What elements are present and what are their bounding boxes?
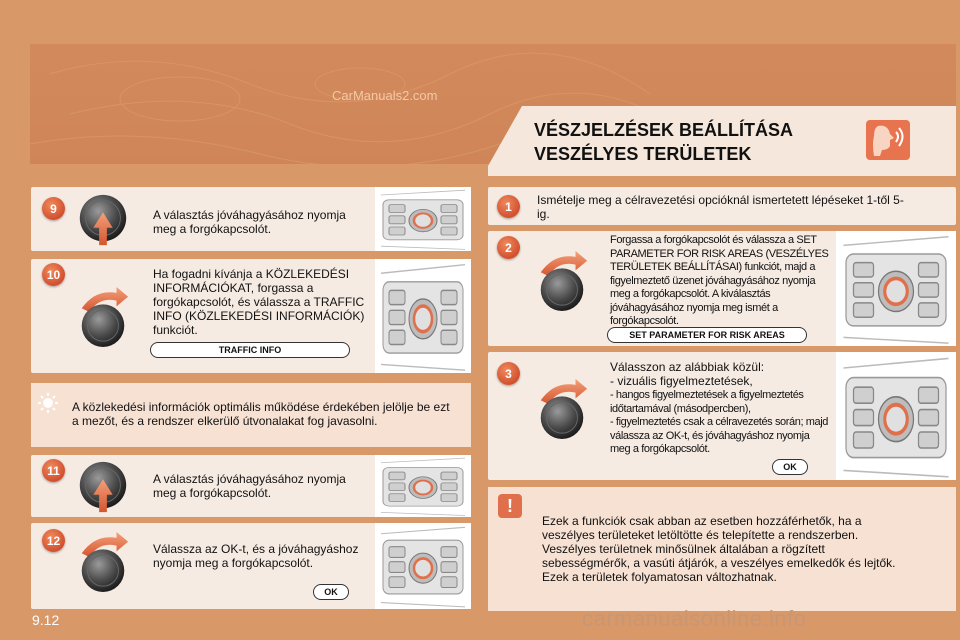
push-knob-icon — [74, 190, 132, 250]
page-subtitle: VESZÉLYES TERÜLETEK — [534, 144, 752, 164]
radio-unit-icon — [375, 187, 471, 251]
menu-option-pill: OK — [313, 584, 349, 600]
note-text: A közlekedési információk optimális működése érdekében jelölje be ezt a mezőt, és a rendszer elkerülő útvonalakat fog javasolni. — [72, 400, 450, 428]
step-text: Válassza az OK-t, és a jóváhagyáshoz nyomja meg a forgókapcsolót. — [153, 542, 359, 570]
step-text: Forgassa a forgókapcsolót és válassza a SET PARAMETER FOR RISK AREAS (VESZÉLYES TERÜLETEK BEÁLLÍTÁSAI) funkciót, majd a figyelmeztető üzenet jóváhagyásához nyomja meg a forgókapcsolót. A kiválasztás jóváhagyásához nyomja meg ismét a forgókapcsolót. — [610, 234, 829, 327]
rotate-knob-icon — [74, 527, 132, 597]
radio-unit-icon — [375, 259, 471, 373]
rotate-knob-icon — [533, 372, 591, 446]
warning-text: Ezek a funkciók csak abban az esetben hozzáférhetők, ha a veszélyes területeket letöltötte és telepítette a rendszerben. Veszélyes területnek minősülnek általában a rögzített sebességmérők, a vasúti átjárók, a veszélyes emelkedők és lejtők. Ezek a területek folyamatosan változhatnak. — [542, 514, 896, 584]
menu-option-pill: TRAFFIC INFO — [150, 342, 350, 358]
rotate-knob-icon — [533, 244, 591, 318]
page-number: 9.12 — [32, 612, 60, 628]
step-badge: 3 — [497, 362, 520, 385]
push-knob-icon — [74, 458, 132, 516]
step-text: A választás jóváhagyásához nyomja meg a forgókapcsolót. — [153, 208, 346, 236]
radio-unit-icon — [375, 455, 471, 517]
radio-unit-icon — [375, 523, 471, 609]
rotate-knob-icon — [74, 282, 132, 352]
step-bullet: - hangos figyelmeztetések a figyelmeztetés időtartamával (másodpercben), — [610, 389, 804, 415]
radio-unit-icon — [836, 231, 956, 346]
step-bullet: - figyelmeztetés csak a célravezetés során; majd válassza az OK-t, és jóváhagyáshoz nyomja meg a forgókapcsolót. — [610, 416, 829, 455]
step-badge: 11 — [42, 459, 65, 482]
step-badge: 1 — [497, 195, 520, 218]
step-text: A választás jóváhagyásához nyomja meg a forgókapcsolót. — [153, 472, 346, 500]
hazard-sound-icon — [866, 120, 910, 160]
step-bullet: - vizuális figyelmeztetések, — [610, 374, 753, 388]
menu-option-pill: OK — [772, 459, 808, 475]
step-text: Ha fogadni kívánja a KÖZLEKEDÉSI INFORMÁCIÓKAT, forgassa a forgókapcsolót, és válassza a TRAFFIC INFO (KÖZLEKEDÉSI INFORMÁCIÓK) funkciót. — [153, 267, 365, 337]
step-badge: 2 — [497, 236, 520, 259]
footer-watermark: carmanualsonline.info — [582, 606, 807, 631]
sun-icon — [38, 393, 58, 413]
site-watermark: CarManuals2.com — [332, 88, 438, 103]
radio-unit-icon — [836, 352, 956, 480]
step-text: Ismételje meg a célravezetési opcióknál ismertetett lépéseket 1-től 5-ig. — [537, 193, 904, 221]
step-badge: 9 — [42, 197, 65, 220]
step-intro: Válasszon az alábbiak közül: — [610, 360, 765, 374]
menu-option-pill: SET PARAMETER FOR RISK AREAS — [607, 327, 807, 343]
page-title: VÉSZJELZÉSEK BEÁLLÍTÁSA — [534, 120, 794, 140]
step-badge: 12 — [42, 529, 65, 552]
step-badge: 10 — [42, 263, 65, 286]
exclamation-icon: ! — [498, 494, 522, 518]
